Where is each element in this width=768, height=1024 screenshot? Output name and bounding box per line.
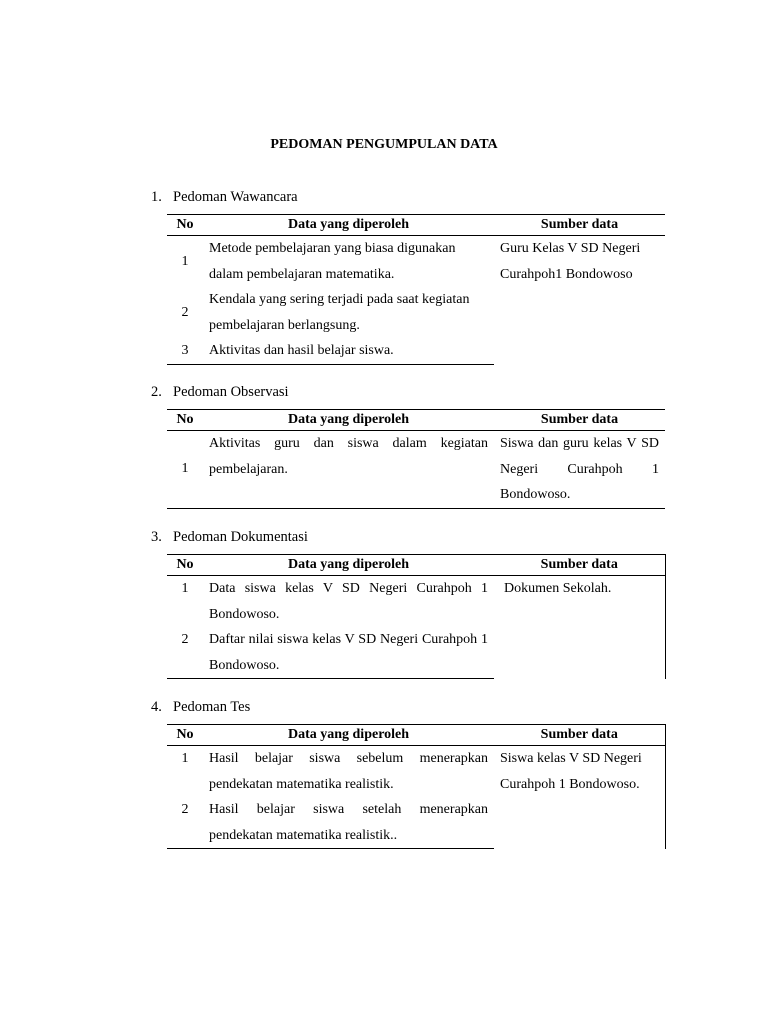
row-number: 3	[167, 338, 203, 364]
section-heading	[151, 188, 667, 214]
header-source: Sumber data	[494, 410, 665, 431]
row-source: Guru Kelas V SD Negeri Curahpoh1 Bondowoso	[500, 241, 641, 282]
table-row	[167, 236, 665, 288]
table-header-row	[167, 725, 665, 746]
header-data: Data yang diperoleh	[203, 725, 494, 746]
section-heading	[151, 698, 667, 724]
data-table	[167, 409, 665, 509]
header-data: Data yang diperoleh	[203, 215, 494, 236]
section-number: 1.	[151, 189, 162, 205]
header-no: No	[167, 725, 203, 746]
data-table	[167, 214, 665, 365]
table-row	[167, 576, 665, 628]
header-no: No	[167, 555, 203, 576]
data-table	[167, 724, 666, 849]
row-data: Aktivitas guru dan siswa dalam kegiatan pembelajaran.	[203, 431, 494, 509]
section-dokumentasi	[151, 528, 667, 679]
row-source: Dokumen Sekolah.	[494, 576, 665, 679]
header-data: Data yang diperoleh	[203, 555, 494, 576]
section-title: Pedoman Tes	[173, 699, 251, 715]
row-data: Aktivitas dan hasil belajar siswa.	[203, 338, 494, 364]
row-number: 1	[181, 751, 189, 766]
section-number: 4.	[151, 699, 162, 715]
table-header-row	[167, 215, 665, 236]
section-number: 2.	[151, 384, 162, 400]
table-row	[167, 431, 665, 509]
section-wawancara	[151, 188, 667, 365]
row-source: Siswa dan guru kelas V SD Negeri Curahpoh 1 Bondowoso.	[494, 431, 665, 509]
data-table	[167, 554, 666, 679]
row-number: 1	[167, 431, 203, 509]
row-number: 2	[181, 304, 189, 320]
header-source: Sumber data	[494, 555, 665, 576]
header-data: Data yang diperoleh	[203, 410, 494, 431]
section-title: Pedoman Dokumentasi	[173, 529, 308, 545]
section-tes	[151, 698, 667, 849]
section-observasi	[151, 383, 667, 509]
row-number: 1	[181, 581, 189, 596]
row-data: Metode pembelajaran yang biasa digunakan dalam pembelajaran matematika.	[209, 241, 456, 282]
row-data: Daftar nilai siswa kelas V SD Negeri Curahpoh 1 Bondowoso.	[203, 627, 494, 679]
row-number: 1	[181, 253, 189, 269]
row-number: 2	[167, 797, 203, 849]
section-title: Pedoman Wawancara	[173, 189, 298, 205]
table-header-row	[167, 555, 665, 576]
row-data: Hasil belajar siswa setelah menerapkan pendekatan matematika realistik..	[203, 797, 494, 849]
page-title: PEDOMAN PENGUMPULAN DATA	[270, 137, 498, 152]
table-row	[167, 746, 665, 798]
header-source: Sumber data	[494, 725, 665, 746]
row-data: Hasil belajar siswa sebelum menerapkan pendekatan matematika realistik.	[209, 751, 488, 792]
header-no: No	[167, 215, 203, 236]
row-number: 2	[167, 627, 203, 679]
section-title: Pedoman Observasi	[173, 384, 289, 400]
header-no: No	[167, 410, 203, 431]
table-header-row	[167, 410, 665, 431]
section-heading	[151, 383, 667, 409]
section-number: 3.	[151, 529, 162, 545]
header-source: Sumber data	[494, 215, 665, 236]
row-data: Kendala yang sering terjadi pada saat kegiatan pembelajaran berlangsung.	[209, 292, 470, 333]
row-data: Data siswa kelas V SD Negeri Curahpoh 1 Bondowoso.	[209, 581, 488, 622]
row-source: Siswa kelas V SD Negeri Curahpoh 1 Bondowoso.	[494, 746, 665, 849]
section-heading	[151, 528, 667, 554]
